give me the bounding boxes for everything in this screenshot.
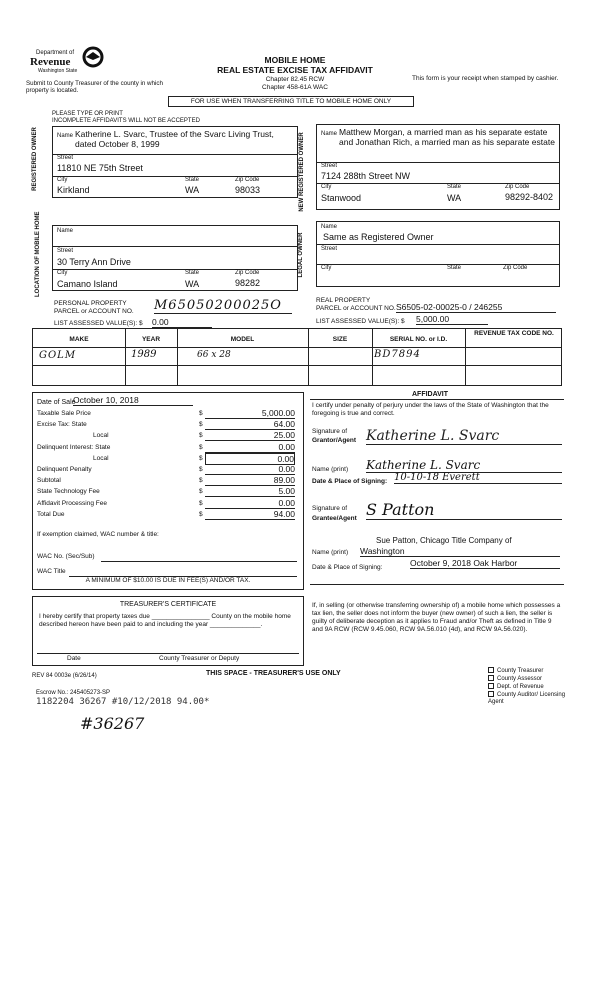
th-size: SIZE (332, 336, 348, 343)
cell-year[interactable]: 1989 (131, 349, 157, 360)
exemption-label: If exemption claimed, WAC number & title: (37, 531, 159, 538)
dollar-sign: $ (199, 421, 203, 429)
loc-name-label: Name (57, 228, 74, 234)
rp-label2: PARCEL or ACCOUNT NO. (316, 305, 396, 312)
treasurer-date-label: Date (67, 655, 81, 662)
registered-owner-box (52, 126, 298, 198)
new-street[interactable]: 7124 288th Street NW (321, 171, 411, 181)
dollar-sign: $ (199, 410, 203, 417)
checkbox-icon (488, 675, 494, 681)
treasurer-title: TREASURER'S CERTIFICATE (119, 601, 217, 608)
pp-assessed-label: LIST ASSESSED VALUE(S): $ (54, 320, 143, 327)
tax-line-amount[interactable]: 5,000.00 (205, 408, 295, 419)
distribution-list (488, 667, 568, 706)
th-model: MODEL (230, 336, 255, 343)
dollar-sign: $ (199, 454, 203, 462)
grantee-name[interactable]: Washington (360, 546, 560, 557)
form-subtitle: REAL ESTATE EXCISE TAX AFFIDAVIT (217, 65, 373, 75)
loc-city[interactable]: Camano Island (57, 279, 118, 289)
grantor-name[interactable]: Katherine L. Svarc (366, 458, 562, 473)
new-owner-side-label: NEW REGISTERED OWNER (299, 132, 305, 212)
receipt-note: This form is your receipt when stamped by cashier. (412, 75, 559, 82)
reg-name[interactable]: Katherine L. Svarc, Trustee of the Svarc Living Trust, dated October 8, 1999 (75, 129, 274, 149)
tax-line-amount[interactable]: 0.00 (205, 498, 295, 509)
tax-line-label: Subtotal (37, 477, 61, 485)
grantee-date-label: Date & Place of Signing: (312, 564, 383, 571)
cell-serial[interactable]: BD7894 (374, 349, 421, 360)
tax-line-label: Total Due (37, 510, 65, 518)
grantor-sig-label2: Grantor/Agent (312, 437, 357, 444)
tax-line-amount[interactable]: 0.00 (205, 464, 295, 475)
legal-zip-label: Zip Code (503, 265, 528, 271)
grantor-sig-label1: Signature of (312, 428, 348, 435)
new-state[interactable]: WA (447, 193, 462, 203)
wac-no-label: WAC No. (Sec/Sub) (37, 553, 95, 560)
dept-line2: Revenue (30, 56, 71, 68)
cell-model[interactable]: 66 x 28 (197, 350, 231, 360)
tax-line-label: State Technology Fee (37, 488, 100, 496)
rev-form-code: REV 84 0003e (6/26/14) (32, 673, 97, 679)
treasurer-certificate-box (32, 596, 304, 666)
th-year: YEAR (141, 336, 161, 343)
dollar-sign: $ (199, 477, 203, 485)
loc-zip-label: Zip Code (235, 270, 260, 276)
rp-label1: REAL PROPERTY (316, 297, 371, 304)
treasurer-use-only: THIS SPACE - TREASURER'S USE ONLY (206, 670, 341, 677)
reg-city[interactable]: Kirkland (57, 185, 90, 195)
checkbox-icon (488, 667, 494, 673)
minimum-note: A MINIMUM OF $10.00 IS DUE IN FEE(S) AND/OR TAX. (85, 577, 251, 584)
tax-line-amount[interactable]: 94.00 (205, 509, 295, 520)
tax-line-label: Affidavit Processing Fee (37, 499, 107, 507)
reg-zip[interactable]: 98033 (235, 185, 261, 195)
pp-assessed-value[interactable]: 0.00 (152, 317, 212, 328)
grantor-signature[interactable]: Katherine L. Svarc (366, 428, 562, 445)
new-zip-label: Zip Code (505, 184, 530, 190)
mobile-home-table (32, 328, 562, 386)
loc-city-label: City (57, 270, 68, 276)
reg-street[interactable]: 11810 NE 75th Street (57, 163, 143, 173)
tax-line-label: Taxable Sale Price (37, 410, 91, 417)
legal-street-label: Street (321, 246, 338, 252)
legal-owner-side-label: LEGAL OWNER (298, 232, 304, 278)
grantee-sig-label1: Signature of (312, 505, 348, 512)
pp-label1: PERSONAL PROPERTY (54, 300, 127, 307)
tax-line-amount[interactable]: 0.00 (205, 453, 295, 465)
dept-line1: Department of (36, 50, 75, 56)
rp-parcel-number[interactable]: S6505-02-00025-0 / 246255 (396, 302, 556, 313)
cell-make[interactable]: GOLM (39, 350, 77, 361)
tax-line-amount[interactable]: 5.00 (205, 486, 295, 497)
new-owner-box (316, 124, 560, 210)
instructions-line2: INCOMPLETE AFFIDAVITS WILL NOT BE ACCEPTED (52, 118, 200, 124)
new-state-label: State (447, 184, 462, 190)
affidavit-title: AFFIDAVIT (412, 391, 449, 398)
submit-note: Submit to County Treasurer of the county in which property is located. (26, 80, 163, 94)
tax-line-label: Delinquent Penalty (37, 466, 92, 473)
cashier-stamp: 1182204 36267 #10/12/2018 94.00* (36, 697, 210, 707)
transfer-banner: FOR USE WHEN TRANSFERRING TITLE TO MOBILE HOME ONLY (168, 96, 414, 107)
reg-city-label: City (57, 177, 68, 183)
rp-assessed-value[interactable]: 5,000.00 (416, 314, 488, 325)
grantee-sig-label2: Grantee/Agent (312, 515, 357, 522)
th-revenue-code: REVENUE TAX CODE NO. (474, 330, 554, 337)
grantor-name-label: Name (print) (312, 466, 349, 473)
dollar-sign: $ (199, 432, 203, 440)
new-name[interactable]: Matthew Morgan, a married man as his separate estate and Jonathan Rich, a married man as his separate estate (339, 127, 555, 147)
pp-label2: PARCEL or ACCOUNT NO. (54, 308, 134, 315)
grantee-date-place[interactable]: October 9, 2018 Oak Harbor (410, 558, 560, 569)
grantor-date-place[interactable]: 10-10-18 Everett (394, 472, 562, 484)
registered-owner-side-label: REGISTERED OWNER (32, 127, 38, 191)
tax-line-amount[interactable]: 25.00 (205, 430, 295, 441)
checkbox-icon (488, 691, 494, 697)
treasurer-deputy-label: County Treasurer or Deputy (159, 655, 240, 662)
new-city-label: City (321, 184, 332, 190)
instructions-line1: PLEASE TYPE OR PRINT (52, 111, 123, 117)
dept-line3: Washington State (38, 68, 78, 74)
loc-state[interactable]: WA (185, 279, 200, 289)
pp-parcel-number[interactable]: M65050200025O (154, 298, 292, 314)
distribution-item[interactable]: County Auditor/ Licensing Agent (488, 692, 566, 705)
reg-street-label: Street (57, 155, 74, 161)
dollar-sign: $ (199, 443, 203, 451)
tax-line-amount[interactable]: 0.00 (205, 442, 295, 453)
th-serial: SERIAL NO. or I.D. (389, 336, 448, 343)
dollar-sign: $ (199, 510, 203, 518)
reg-name-label: Name (57, 133, 74, 139)
checkbox-icon (488, 683, 494, 689)
loc-street-label: Street (57, 248, 74, 254)
wac-title-label: WAC Title (37, 568, 66, 575)
grantee-company: Sue Patton, Chicago Title Company of (376, 536, 512, 545)
loc-state-label: State (185, 270, 200, 276)
legal-name[interactable]: Same as Registered Owner (323, 232, 434, 242)
tax-lien-warning: If, in selling (or otherwise transferring ownership of) a mobile home which possesses a tax lien, the seller does not inform the buyer (new owner) of such a lien, the seller is guilty of deliberate deception as it applies to Fraud and/or Theft as defined in Title 9 and 9A RCW (RCW 9.45.060, RCW 9A.56.010 (4d), and RCW 9A.56.020). (312, 602, 561, 633)
loc-zip[interactable]: 98282 (235, 278, 261, 288)
grantee-signature[interactable]: S Patton (366, 500, 562, 520)
legal-city-label: City (321, 265, 332, 271)
form-title: MOBILE HOME (264, 55, 326, 65)
revenue-logo-icon (82, 46, 104, 68)
new-name-label: Name (321, 131, 338, 137)
affidavit-certify: I certify under penalty of perjury under the laws of the State of Washington that the foregoing is true and correct. (312, 402, 549, 417)
th-make: MAKE (69, 336, 89, 343)
escrow-number: Escrow No.: 245405273-SP (36, 690, 111, 696)
rp-assessed-label: LIST ASSESSED VALUE(S): $ (316, 318, 405, 325)
distribution-item[interactable]: County Assessor (488, 675, 568, 683)
tax-calculation-box (32, 392, 304, 590)
legal-state-label: State (447, 265, 462, 271)
reg-state-label: State (185, 177, 200, 183)
date-of-sale-label: Date of Sale (37, 399, 76, 406)
legal-owner-box (316, 221, 560, 287)
grantor-date-label: Date & Place of Signing: (312, 478, 388, 485)
handwritten-receipt-number: #36267 (80, 714, 145, 733)
dor-logo (30, 46, 106, 80)
distribution-item[interactable]: Dept. of Revenue (488, 683, 568, 691)
legal-name-label: Name (321, 224, 338, 230)
dollar-sign: $ (199, 466, 203, 473)
location-box (52, 225, 298, 291)
chapter-rcw: Chapter 82.45 RCW (265, 76, 325, 83)
chapter-wac: Chapter 458-61A WAC (262, 84, 328, 91)
loc-street[interactable]: 30 Terry Ann Drive (57, 257, 131, 267)
tax-line-label: Delinquent Interest: State (37, 443, 111, 451)
tax-line-amount[interactable]: 89.00 (205, 475, 295, 486)
new-street-label: Street (321, 163, 338, 169)
dollar-sign: $ (199, 488, 203, 496)
tax-line-label: Local (93, 454, 109, 462)
date-of-sale[interactable]: October 10, 2018 (73, 395, 193, 406)
grantee-name-label: Name (print) (312, 549, 349, 556)
reg-state[interactable]: WA (185, 185, 200, 195)
distribution-item[interactable]: County Treasurer (488, 667, 568, 675)
reg-zip-label: Zip Code (235, 177, 260, 183)
dollar-sign: $ (199, 499, 203, 507)
tax-line-label: Local (93, 432, 109, 440)
treasurer-text: I hereby certify that property taxes due ________________ County on the mobile home described hereon have been paid to and including the year ______________. (39, 613, 291, 628)
location-side-label: LOCATION OF MOBILE HOME (35, 211, 41, 297)
new-city[interactable]: Stanwood (321, 193, 362, 203)
tax-line-amount[interactable]: 64.00 (205, 419, 295, 430)
tax-line-label: Excise Tax: State (37, 421, 87, 429)
new-zip[interactable]: 98292-8402 (505, 192, 554, 202)
